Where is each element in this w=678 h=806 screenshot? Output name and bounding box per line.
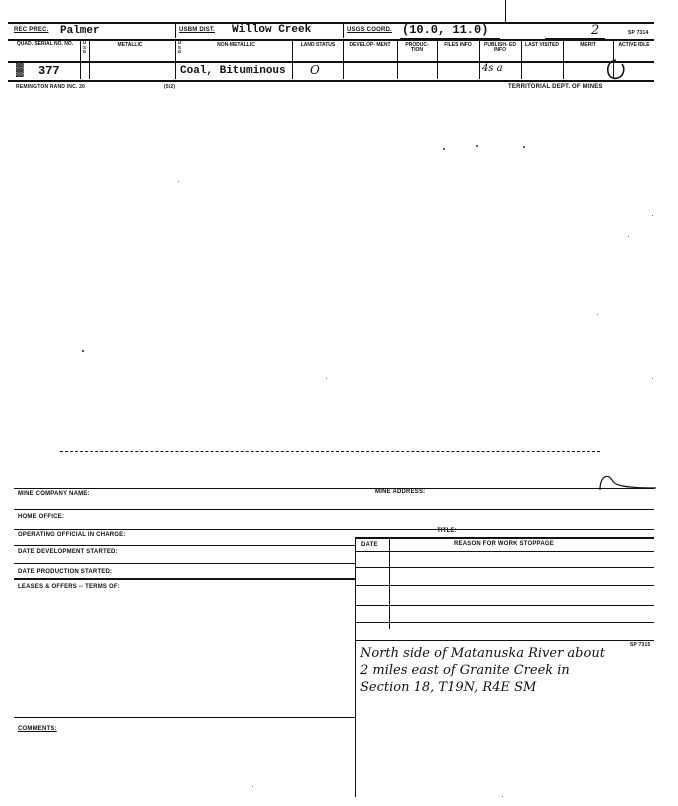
land-status-value: O xyxy=(310,63,320,77)
col-metallic: METALLIC xyxy=(117,42,143,48)
speck xyxy=(82,350,84,352)
rec-prec-label: REC PREC. xyxy=(14,27,49,33)
rec-prec-value: Palmer xyxy=(60,25,100,37)
non-metallic-value: Coal, Bituminous xyxy=(180,65,286,77)
col-divider xyxy=(80,39,81,79)
col-divider xyxy=(479,39,480,79)
published-info-value: 4s a xyxy=(482,63,503,74)
stoppage-row-rule xyxy=(355,622,654,623)
operating-line xyxy=(14,529,654,530)
speck xyxy=(523,146,525,148)
col-files-info: FILES INFO xyxy=(444,42,472,48)
speck xyxy=(252,786,253,787)
col-merit: MERIT xyxy=(580,42,596,48)
speck xyxy=(628,236,629,237)
usbm-dist-label: USBM DIST. xyxy=(179,27,216,33)
dev-started-line xyxy=(14,545,355,546)
col-land-status: LAND STATUS xyxy=(300,42,336,48)
stoppage-row-rule xyxy=(355,605,654,606)
col-divider xyxy=(343,39,344,79)
active-circle-mark xyxy=(605,58,627,82)
date-column-divider xyxy=(389,537,390,629)
col-production: PRODUC- TION xyxy=(405,42,429,54)
col-published-info: PUBLISH- ED INFO xyxy=(484,42,516,54)
stoppage-row-rule xyxy=(355,567,654,568)
col-usg: U S G xyxy=(82,40,87,55)
prod-started-rule xyxy=(14,578,355,580)
comments-label: COMMENTS: xyxy=(18,726,57,732)
mine-company-name-label: MINE COMPANY NAME: xyxy=(18,491,90,497)
lower-card-curl xyxy=(598,468,658,494)
home-office-label: HOME OFFICE: xyxy=(18,514,65,520)
col-divider xyxy=(437,39,438,79)
date-column-header: DATE xyxy=(361,542,378,548)
home-office-line xyxy=(14,509,654,510)
dev-started-underline xyxy=(14,563,355,564)
title-label: TITLE: xyxy=(437,528,457,534)
stoppage-header-rule xyxy=(355,551,654,552)
col-divider xyxy=(292,39,293,79)
usgs-coord-label: USGS COORD. xyxy=(347,27,392,33)
form-number: SP 7314 xyxy=(628,30,649,36)
col-divider xyxy=(397,39,398,79)
location-note-line-2: 2 miles east of Granite Creek in xyxy=(360,663,570,678)
date-production-started-label: DATE PRODUCTION STARTED: xyxy=(18,569,113,575)
location-note-line-1: North side of Matanuska River about xyxy=(360,646,605,661)
vertical-tick-mark xyxy=(505,0,506,22)
top-card-border-top xyxy=(8,22,654,24)
col-quad-serial: QUAD. SERIAL NO. NO. xyxy=(16,41,74,47)
mine-company-line xyxy=(14,488,654,489)
speck xyxy=(597,314,598,315)
col-non-metallic: NON-METALLIC xyxy=(217,42,255,48)
col-last-visited: LAST VISITED xyxy=(525,42,559,48)
printer-imprint: REMINGTON RAND INC. 20 xyxy=(16,84,86,90)
stoppage-table-top xyxy=(355,537,654,539)
location-note-line-3: Section 18, T19N, R4E SM xyxy=(360,680,537,695)
date-development-started-label: DATE DEVELOPMENT STARTED: xyxy=(18,549,118,555)
divider xyxy=(343,22,344,38)
divider xyxy=(175,22,176,38)
department-imprint: TERRITORIAL DEPT. OF MINES xyxy=(508,84,603,90)
speck xyxy=(476,145,478,147)
corner-mark: 2 xyxy=(591,23,600,38)
speck xyxy=(652,215,653,216)
stoppage-row-rule xyxy=(355,585,654,586)
col-divider xyxy=(175,39,176,79)
col-usg-2: U S G xyxy=(177,40,182,55)
reason-column-header: REASON FOR WORK STOPPAGE xyxy=(454,541,554,547)
col-divider xyxy=(89,39,90,79)
lower-card-top-edge xyxy=(60,451,600,452)
mine-address-label: MINE ADDRESS: xyxy=(375,489,426,495)
leases-offers-label: LEASES & OFFERS -- TERMS OF: xyxy=(18,584,120,590)
col-active-idle: ACTIVE IDLE xyxy=(618,42,650,48)
print-code: (5/2) xyxy=(164,84,176,90)
speck xyxy=(652,378,653,379)
usgs-coord-value: (10.0, 11.0) xyxy=(402,23,489,37)
stoppage-left-border xyxy=(355,537,356,797)
lower-form-number: SP 7315 xyxy=(630,642,651,648)
speck xyxy=(178,181,179,182)
comments-rule xyxy=(14,717,355,718)
col-divider xyxy=(521,39,522,79)
col-development: DEVELOP- MENT xyxy=(349,42,391,48)
column-header-rule xyxy=(8,61,654,63)
usbm-dist-value: Willow Creek xyxy=(232,24,312,36)
operating-official-label: OPERATING OFFICIAL IN CHARGE: xyxy=(18,532,126,538)
row-bottom-rule xyxy=(8,80,654,82)
quad-smudge: ▓ xyxy=(16,62,24,77)
speck xyxy=(502,796,503,797)
stoppage-bottom-rule xyxy=(355,640,654,641)
speck xyxy=(326,378,327,379)
speck xyxy=(443,148,445,150)
col-divider xyxy=(563,39,564,79)
header-rule xyxy=(8,39,654,41)
serial-value: 377 xyxy=(38,64,60,78)
